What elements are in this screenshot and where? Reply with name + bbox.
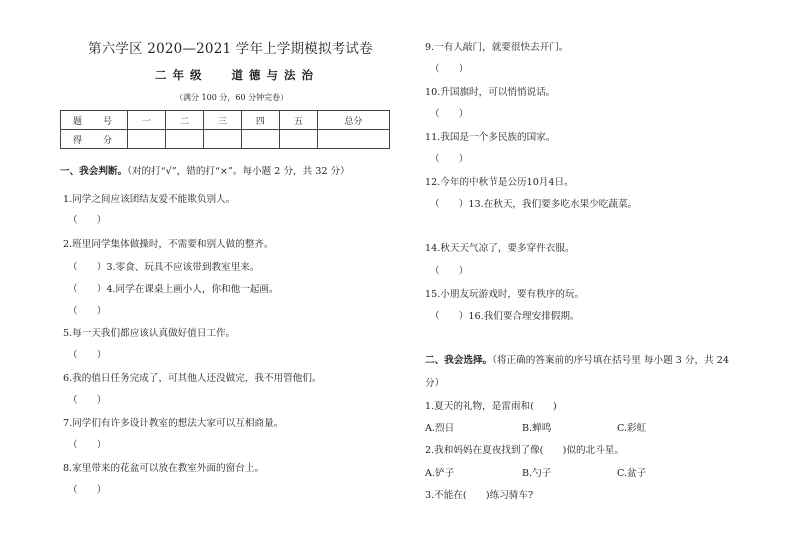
- answer-blank[interactable]: （ ）: [430, 266, 469, 277]
- answer-blank[interactable]: （ ）: [430, 154, 469, 165]
- answer-blank[interactable]: （ ）: [430, 311, 469, 322]
- column-header: 四: [241, 111, 279, 130]
- question-12: 12.今年的中秋节是公历10月4日。: [425, 177, 574, 188]
- score-cell[interactable]: [128, 130, 166, 149]
- answer-blank[interactable]: （ ）: [430, 109, 469, 120]
- row-label-number: 题 号: [61, 111, 128, 130]
- question-11: 11.我国是一个多民族的国家。: [425, 132, 556, 143]
- choice-option-c[interactable]: C.盆子: [617, 468, 647, 479]
- choice-option-a[interactable]: A.烈日: [425, 423, 455, 434]
- answer-blank[interactable]: （ ）: [68, 262, 107, 273]
- question-15: 15.小朋友玩游戏时，要有秩序的玩。: [425, 289, 585, 300]
- question-6: 6.我的值日任务完成了，可其他人还没做完，我不用管他们。: [63, 373, 322, 384]
- question-4: 4.同学在课桌上画小人，你和他一起画。: [106, 284, 279, 295]
- question-14: 14.秋天天气凉了，要多穿件衣服。: [425, 243, 575, 254]
- column-header: 总分: [317, 111, 389, 130]
- section2-instruction: （将正确的答案前的序号填在括号里 每小题 3 分，共 24: [492, 355, 729, 366]
- choice-option-b[interactable]: B.勺子: [522, 468, 552, 479]
- section2-heading: [425, 352, 729, 366]
- choice-question-2: 2.我和妈妈在夏夜找到了像( )似的北斗星。: [425, 445, 624, 456]
- score-cell[interactable]: [317, 130, 389, 149]
- exam-subtitle: [155, 67, 313, 83]
- choice-option-c[interactable]: C.彩虹: [617, 423, 647, 434]
- section1-instruction: （对的打“√”，错的打“×”。每小题 2 分，共 32 分）: [127, 166, 350, 177]
- section1-heading: [60, 163, 350, 177]
- column-header: 五: [279, 111, 317, 130]
- question-10: 10.升国旗时，可以悄悄说话。: [425, 87, 556, 98]
- question-5: 5.每一天我们都应该认真做好值日工作。: [63, 328, 236, 339]
- answer-blank[interactable]: （ ）: [68, 440, 107, 451]
- table-row: [61, 111, 390, 130]
- column-header: 二: [165, 111, 203, 130]
- question-13: 13.在秋天，我们要多吃水果少吃蔬菜。: [468, 199, 638, 210]
- column-header: 三: [203, 111, 241, 130]
- question-3: 3.零食、玩具不应该带到教室里来。: [106, 262, 260, 273]
- score-cell[interactable]: [241, 130, 279, 149]
- subject-label: 道 德 与 法 治: [231, 68, 314, 82]
- question-4-row: [68, 281, 279, 295]
- choice-option-b[interactable]: B.蝉鸣: [522, 423, 552, 434]
- answer-blank[interactable]: （ ）: [430, 64, 469, 75]
- grade-label: 二 年 级: [155, 68, 202, 82]
- exam-title: 第六学区 2020—2021 学年上学期模拟考试卷: [88, 41, 373, 57]
- section2-instruction-end: 分）: [425, 378, 445, 389]
- answer-blank[interactable]: （ ）: [68, 350, 107, 361]
- question-1: 1.同学之间应该团结友爱不能欺负别人。: [63, 194, 236, 205]
- answer-blank[interactable]: （ ）: [68, 485, 107, 496]
- section2-title: 二、我会选择。: [425, 355, 493, 366]
- score-cell[interactable]: [203, 130, 241, 149]
- table-row: [61, 130, 390, 149]
- choice-question-3: 3.不能在( )练习骑车?: [425, 490, 534, 501]
- row-label-score: 得 分: [61, 130, 128, 149]
- question-16-row: [430, 308, 580, 322]
- score-table: [60, 110, 390, 149]
- question-2: 2.班里同学集体做操时，不需要和别人做的整齐。: [63, 239, 274, 250]
- answer-blank[interactable]: （ ）: [430, 199, 469, 210]
- choice-question-1: 1.夏天的礼物，是雷雨和( ): [425, 401, 557, 412]
- section1-title: 一、我会判断。: [60, 166, 128, 177]
- question-9: 9.一有人敲门，就要很快去开门。: [425, 42, 569, 53]
- score-cell[interactable]: [165, 130, 203, 149]
- question-3-row: [68, 259, 259, 273]
- answer-blank[interactable]: （ ）: [68, 306, 107, 317]
- question-13-row: [430, 196, 637, 210]
- answer-blank[interactable]: （ ）: [68, 284, 107, 295]
- question-8: 8.家里带来的花盆可以放在教室外面的窗台上。: [63, 463, 265, 474]
- question-16: 16.我们要合理安排假期。: [468, 311, 580, 322]
- question-7: 7.同学们有许多设计教室的想法大家可以互相商量。: [63, 418, 284, 429]
- answer-blank[interactable]: （ ）: [68, 395, 107, 406]
- answer-blank[interactable]: （ ）: [68, 215, 107, 226]
- score-cell[interactable]: [279, 130, 317, 149]
- exam-note: （满分 100 分，60 分钟完卷）: [175, 93, 289, 102]
- choice-option-a[interactable]: A.铲子: [425, 468, 455, 479]
- column-header: 一: [128, 111, 166, 130]
